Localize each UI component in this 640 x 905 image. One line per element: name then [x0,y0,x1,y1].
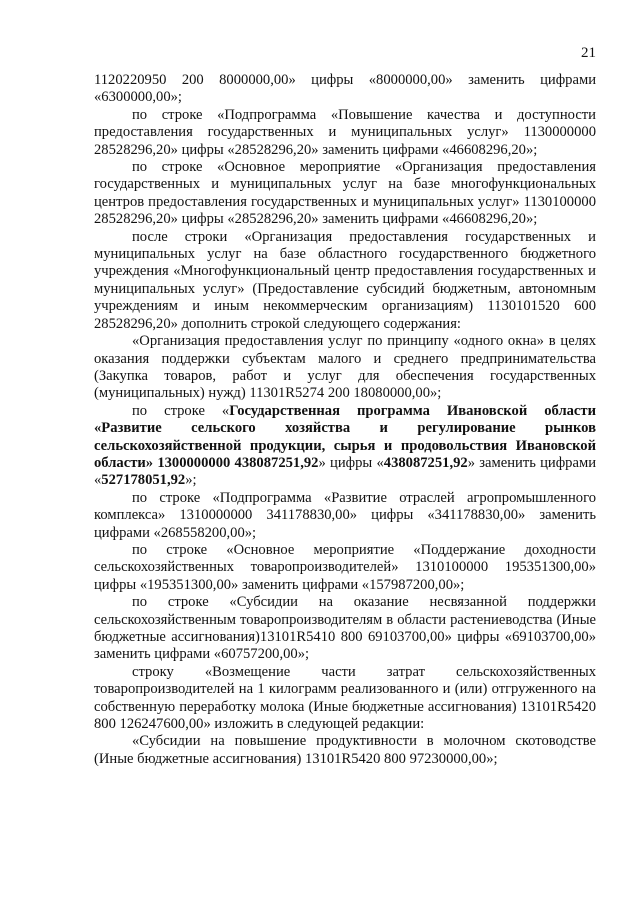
paragraph [94,229,596,333]
paragraph [94,72,596,107]
text-run: по строке « [132,402,230,419]
paragraph [94,333,596,403]
text-run: » цифры « [318,454,384,471]
text-run: строку «Возмещение части затрат сельскохозяйственных товаропроизводителей на 1 килограмм реализованного и (или) отгруженного на собственную переработку молока (Иные бюджетные ассигнования) 13101R5420 800 126247600,00» изложить в следующей редакции: [94,663,596,733]
paragraph [94,159,596,229]
paragraph [94,403,596,490]
page-number: 21 [581,45,596,61]
bold-text: 438087251,92 [383,454,468,471]
bold-text: Государственная программа Ивановской области «Развитие сельского хозяйства и регулирование рынков сельскохозяйственной продукции, сырья и продовольствия Ивановской области» 1300000000 438087251,92 [94,402,596,471]
text-run: после строки «Организация предоставления государственных и муниципальных услуг на базе областного государственного бюджетного учреждения «Многофункциональный центр предоставления государственных и муниципальных услуг» (Предоставление субсидий бюджетным, автономным учреждениям и иным некоммерческим организациям) 1130101520 600 28528296,20» дополнить строкой следующего содержания: [94,228,596,332]
paragraph [94,733,596,768]
paragraph [94,664,596,734]
paragraph [94,107,596,159]
paragraph [94,594,596,664]
text-run: 1120220950 200 8000000,00» цифры «8000000,00» заменить цифрами «6300000,00»; [94,72,596,106]
text-run: «Организация предоставления услуг по принципу «одного окна» в целях оказания поддержки субъектам малого и среднего предпринимательства (Закупка товаров, работ и услуг для обеспечения государственных (муниципальных) нужд) 11301R5274 200 18080000,00»; [94,333,596,402]
text-run: «Субсидии на повышение продуктивности в молочном скотоводстве (Иные бюджетные ассигнования) 13101R5420 800 97230000,00»; [94,733,596,767]
text-run: »; [185,472,197,489]
text-run: » заменить цифрами « [94,454,596,489]
text-run: по строке «Подпрограмма «Развитие отраслей агропромышленного комплекса» 1310000000 341178830,00» цифры «341178830,00» заменить цифрами «268558200,00»; [94,489,596,541]
text-run: по строке «Субсидии на оказание несвязанной поддержки сельскохозяйственным товаропроизводителям в области растениеводства (Иные бюджетные ассигнования)13101R5410 800 69103700,00» цифры «69103700,00» заменить цифрами «60757200,00»; [94,594,596,663]
document-body [94,72,596,768]
text-run: по строке «Подпрограмма «Повышение качества и доступности предоставления государственных и муниципальных услуг» 1130000000 28528296,20» цифры «28528296,20» заменить цифрами «46608296,20»; [94,106,596,158]
paragraph [94,490,596,542]
text-run: по строке «Основное мероприятие «Организация предоставления государственных и муниципальных услуг на базе многофункциональных центров предоставления государственных и муниципальных услуг» 1130100000 28528296,20» цифры «28528296,20» заменить цифрами «46608296,20»; [94,159,596,228]
bold-text: 527178051,92 [101,472,186,489]
paragraph [94,542,596,594]
text-run: по строке «Основное мероприятие «Поддержание доходности сельскохозяйственных товаропроизводителей» 1310100000 195351300,00» цифры «195351300,00» заменить цифрами «157987200,00»; [94,541,596,593]
